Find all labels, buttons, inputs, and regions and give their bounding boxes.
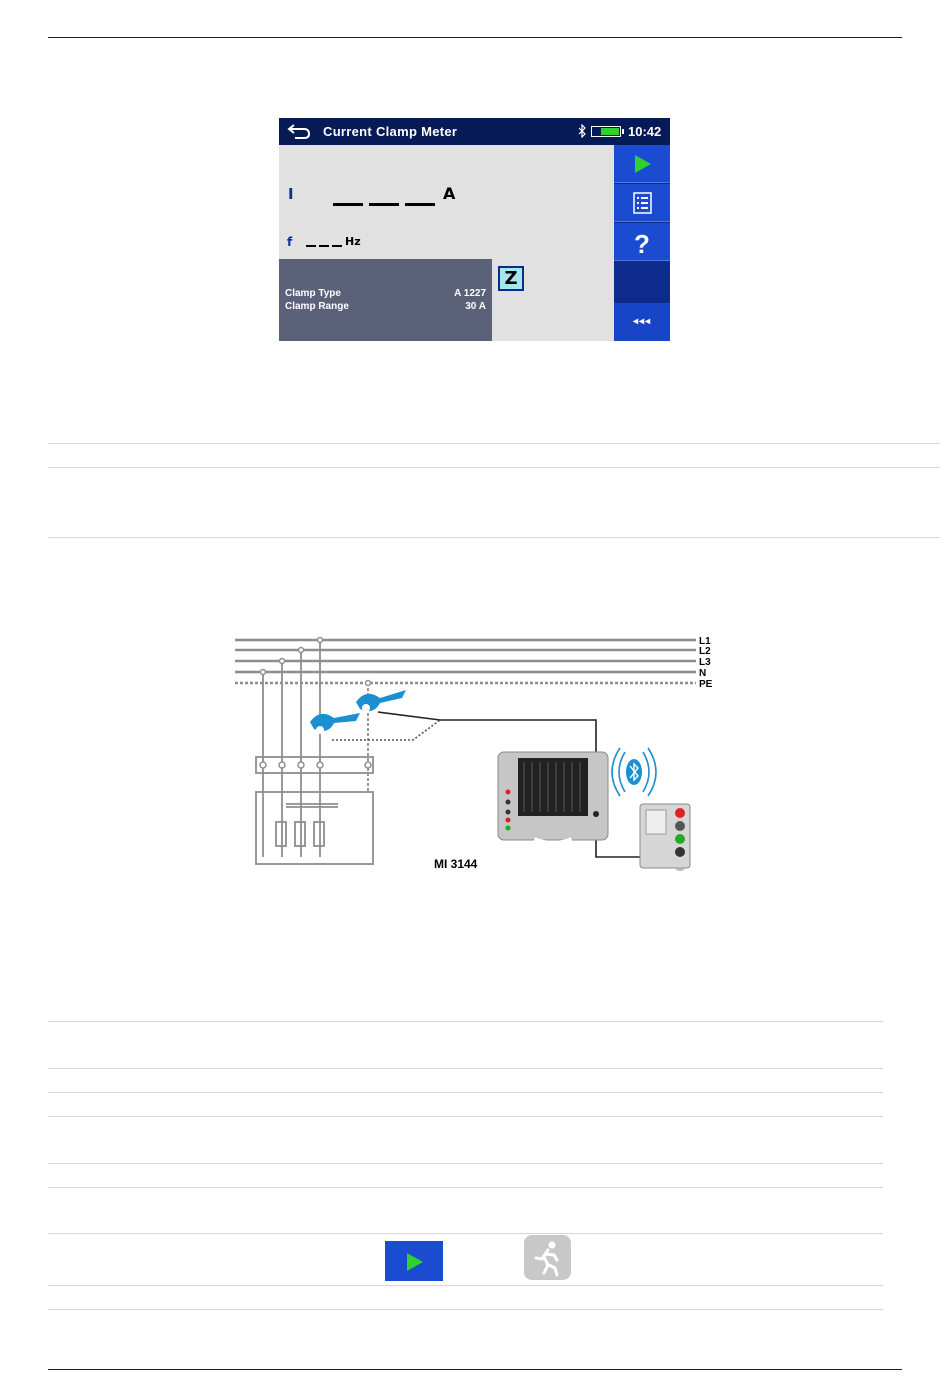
table-rule xyxy=(48,443,940,444)
current-value-placeholder xyxy=(405,203,435,206)
bluetooth-icon xyxy=(577,124,587,138)
instrument-image xyxy=(498,752,608,844)
table-rule xyxy=(48,1163,883,1164)
connection-diagram xyxy=(228,632,718,877)
current-label: I xyxy=(288,185,294,203)
more-options-button[interactable]: ◂◂◂ xyxy=(614,303,670,341)
battery-icon xyxy=(591,126,621,137)
current-clamp-icon xyxy=(310,690,406,734)
table-rule xyxy=(48,1116,883,1117)
back-icon[interactable] xyxy=(285,120,311,142)
header-rule xyxy=(48,37,902,38)
line-label-n: N xyxy=(699,668,707,679)
frequency-label: f xyxy=(287,235,293,249)
table-rule xyxy=(48,1021,883,1022)
parameter-value: 30 A xyxy=(465,301,486,312)
table-rule xyxy=(48,1092,883,1093)
help-icon xyxy=(614,223,670,261)
table-rule xyxy=(48,1187,883,1188)
table-rule xyxy=(48,537,940,538)
current-value-placeholder xyxy=(333,203,363,206)
frequency-value-placeholder xyxy=(319,245,329,247)
frequency-unit: Hz xyxy=(345,235,361,248)
parameter-name: Clamp Type xyxy=(285,288,341,299)
screen-title: Current Clamp Meter xyxy=(323,124,458,139)
z-status-badge[interactable]: Z xyxy=(498,266,524,291)
table-rule xyxy=(48,1068,883,1069)
bluetooth-icon xyxy=(612,748,656,796)
footer-rule xyxy=(48,1369,902,1370)
play-icon xyxy=(614,145,670,183)
parameter-row[interactable] xyxy=(285,288,486,301)
instrument-label: MI 3144 xyxy=(434,857,478,871)
help-button[interactable] xyxy=(614,223,670,261)
current-value-placeholder xyxy=(369,203,399,206)
start-button[interactable] xyxy=(614,145,670,183)
table-rule xyxy=(48,467,940,468)
sidebar xyxy=(614,145,670,341)
line-label-l1: L1 xyxy=(699,636,711,647)
list-icon xyxy=(614,184,670,222)
clock-time: 10:42 xyxy=(628,124,662,139)
running-figure-icon xyxy=(524,1235,571,1280)
options-button[interactable] xyxy=(614,184,670,222)
line-label-pe: PE xyxy=(699,679,713,690)
frequency-value-placeholder xyxy=(306,245,316,247)
table-rule xyxy=(48,1233,883,1234)
parameter-value: A 1227 xyxy=(454,288,486,299)
parameters-panel xyxy=(279,259,492,341)
test-adapter-image xyxy=(640,804,690,871)
table-rule xyxy=(48,1285,883,1286)
frequency-value-placeholder xyxy=(332,245,342,247)
line-label-l3: L3 xyxy=(699,657,711,668)
start-button-icon xyxy=(385,1241,443,1281)
current-unit: A xyxy=(443,184,456,203)
parameter-name: Clamp Range xyxy=(285,301,349,312)
svg-text:?: ? xyxy=(634,229,650,259)
line-label-l2: L2 xyxy=(699,646,711,657)
parameter-row[interactable] xyxy=(285,301,486,314)
title-bar xyxy=(279,118,670,145)
table-rule xyxy=(48,1309,883,1310)
instrument-screen xyxy=(279,118,670,341)
